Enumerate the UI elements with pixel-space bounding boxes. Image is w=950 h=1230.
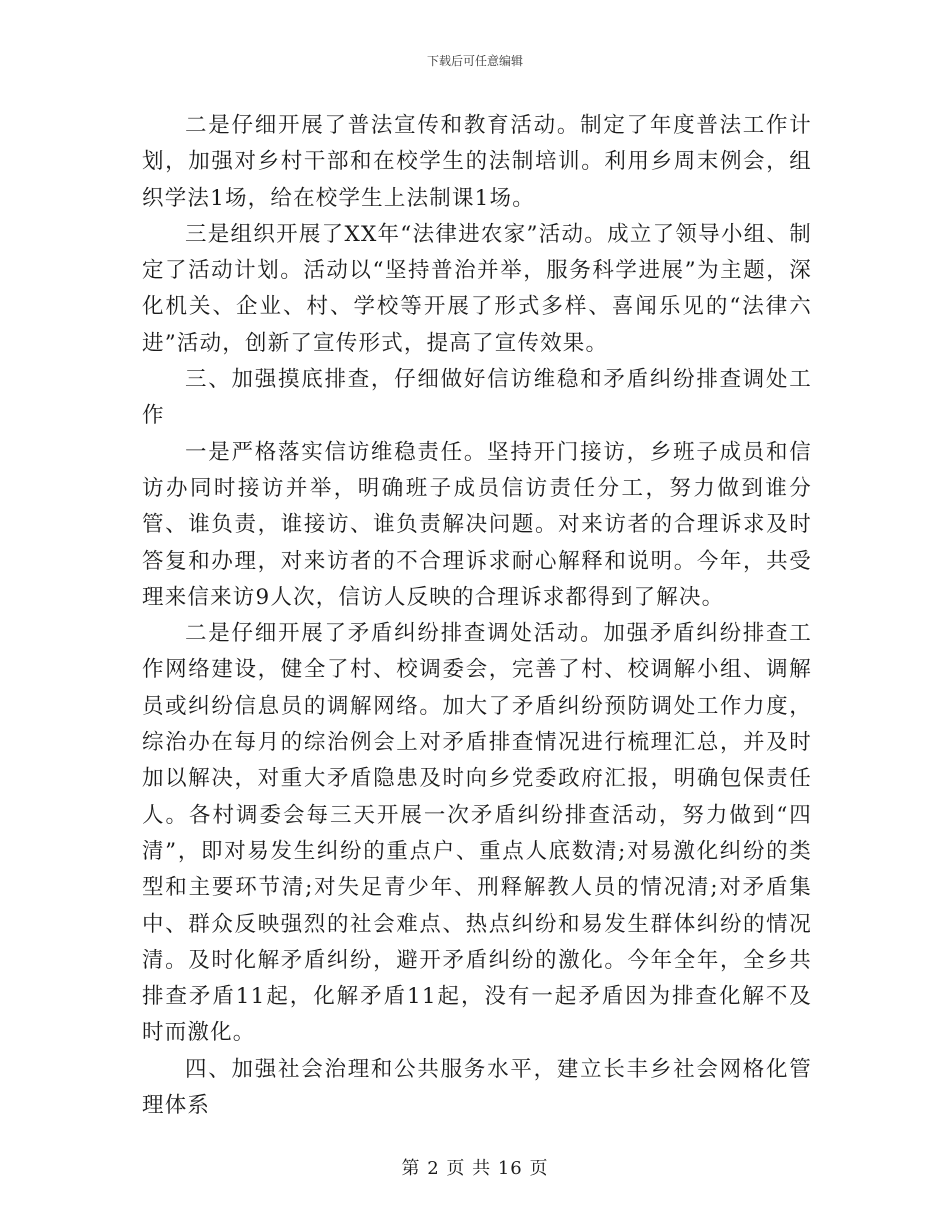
section-heading-three: 三、加强摸底排查，仔细做好信访维稳和矛盾纠纷排查调处工作 [142, 367, 812, 429]
paragraph-petition-responsibility: 一是严格落实信访维稳责任。坚持开门接访，乡班子成员和信访办同时接访并举，明确班子成员信访责任分工，努力做到谁分管、谁负责，谁接访、谁负责解决问题。对来访者的合理诉求及时答复和办理，对来访者的不合理诉求耐心解释和说明。今年，共受理来信来访9人次，信访人反映的合理诉求都得到了解决。 [142, 439, 812, 610]
page-header: 下载后可任意编辑 [426, 54, 523, 68]
document-body [142, 108, 812, 1124]
paragraph-dispute-investigation: 二是仔细开展了矛盾纠纷排查调处活动。加强矛盾纠纷排查工作网络建设，健全了村、校调委会，完善了村、校调解小组、调解员或纠纷信息员的调解网络。加大了矛盾纠纷预防调处工作力度，综治办在每月的综治例会上对矛盾排查情况进行梳理汇总，并及时加以解决，对重大矛盾隐患及时向乡党委政府汇报，明确包保责任人。各村调委会每三天开展一次矛盾纠纷排查活动，努力做到“四清”，即对易发生纠纷的重点户、重点人底数清;对易激化纠纷的类型和主要环节清;对失足青少年、刑释解教人员的情况清;对矛盾集中、群众反映强烈的社会难点、热点纠纷和易发生群体纠纷的情况清。及时化解矛盾纠纷，避开矛盾纠纷的激化。今年全年，全乡共排查矛盾11起，化解矛盾11起，没有一起矛盾因为排查化解不及时而激化。 [142, 621, 812, 1046]
section-heading-four: 四、加强社会治理和公共服务水平，建立长丰乡社会网格化管理体系 [142, 1056, 812, 1119]
paragraph-law-to-farmers: 三是组织开展了XX年“法律进农家”活动。成立了领导小组、制定了活动计划。活动以“坚持普治并举，服务科学进展”为主题，深化机关、企业、村、学校等开展了形式多样、喜闻乐见的“法律六进”活动，创新了宣传形式，提高了宣传效果。 [142, 221, 812, 356]
page-footer: 第 2 页 共 16 页 [401, 1158, 549, 1179]
paragraph-legal-education: 二是仔细开展了普法宣传和教育活动。制定了年度普法工作计划，加强对乡村干部和在校学生的法制培训。利用乡周末例会，组织学法1场，给在校学生上法制课1场。 [142, 113, 812, 211]
